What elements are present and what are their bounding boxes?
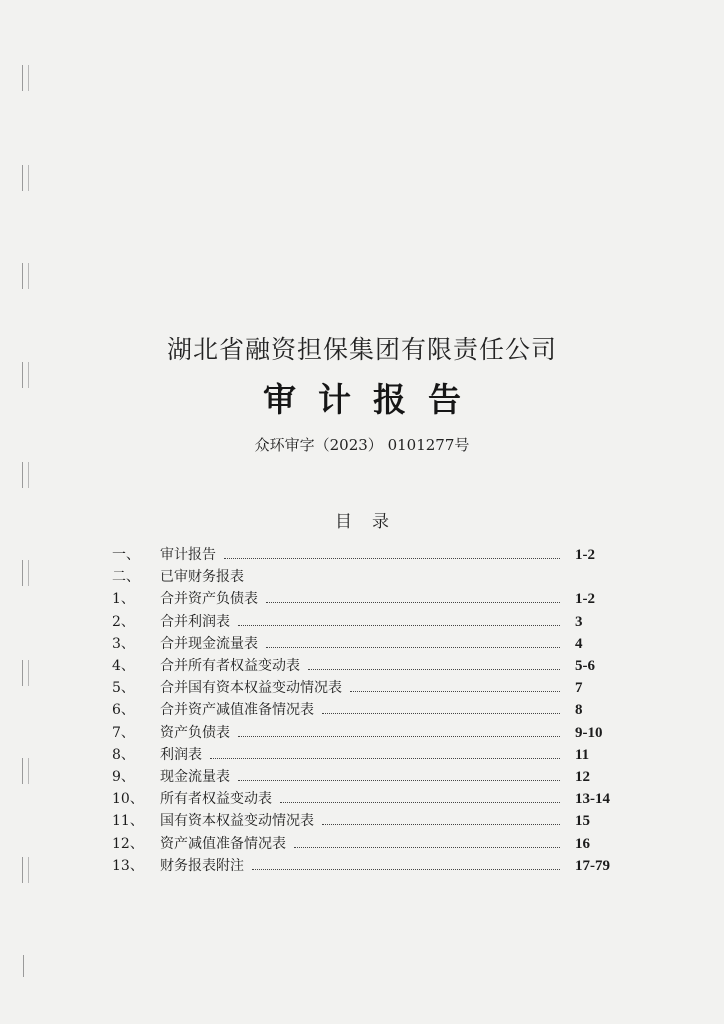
toc-item: [0, 634, 724, 654]
toc-item: [0, 745, 724, 765]
toc-item-entry: [160, 834, 560, 854]
company-name: 湖北省融资担保集团有限责任公司: [166, 335, 557, 364]
toc-item-title: 合并资产负债表: [160, 591, 258, 608]
toc-item-title: 合并资产减值准备情况表: [160, 702, 314, 719]
toc-item-title: 财务报表附注: [160, 857, 244, 874]
toc-item-number: 二、: [112, 569, 140, 586]
toc-item: [0, 567, 724, 587]
toc-item-title: 利润表: [160, 746, 202, 763]
toc-item-page: 16: [575, 835, 590, 852]
toc-item-number: 10、: [112, 791, 144, 808]
toc-item-entry: [160, 700, 560, 720]
toc-item-title: 现金流量表: [160, 769, 230, 785]
toc-item-entry: [160, 789, 560, 809]
toc-item-title: 合并国有资本权益变动情况表: [160, 680, 342, 697]
toc-item-number: 6、: [112, 702, 135, 719]
toc-item-page: 7: [575, 680, 583, 697]
toc-item-page: 4: [575, 635, 583, 652]
toc-item-number: 4、: [112, 658, 135, 674]
toc-item-page: 9-10: [575, 724, 603, 741]
toc-item-number: 9、: [112, 769, 135, 785]
toc-item-page: 13-14: [575, 791, 610, 808]
toc-item-number: 11、: [112, 813, 144, 830]
toc-leader-dots: [238, 779, 560, 781]
toc-item-number: 3、: [112, 635, 135, 652]
toc-leader-dots: [238, 624, 560, 626]
toc-item-title: 已审财务报表: [160, 569, 244, 586]
toc-item-title: 资产减值准备情况表: [160, 835, 286, 852]
toc-leader-dots: [210, 757, 560, 759]
toc-item-title: 资产负债表: [160, 724, 230, 741]
toc-item-number: 12、: [112, 835, 144, 852]
toc-leader-dots: [238, 735, 560, 737]
toc-item: [0, 856, 724, 876]
toc-heading: 目录: [335, 512, 409, 532]
toc-item: [0, 767, 724, 787]
toc-item-title: 所有者权益变动表: [160, 791, 272, 808]
toc-item: [0, 612, 724, 632]
toc-item-page: 12: [575, 769, 590, 785]
toc-item-title: 合并所有者权益变动表: [160, 658, 300, 674]
toc-item-page: 17-79: [575, 857, 610, 874]
toc-item-entry: [160, 634, 560, 654]
toc-leader-dots: [308, 668, 560, 670]
report-number: 众环审字（2023） 0101277号: [254, 436, 470, 454]
toc-item-page: 11: [575, 746, 590, 763]
toc-leader-dots: [350, 690, 560, 692]
toc-item-entry: [160, 656, 560, 676]
toc-leader-dots: [280, 801, 560, 803]
toc-item: [0, 834, 724, 854]
toc-item-entry: [160, 589, 560, 609]
toc-leader-dots: [322, 712, 560, 714]
toc-item-title: 国有资本权益变动情况表: [160, 813, 314, 830]
toc-leader-dots: [294, 846, 560, 848]
toc-item-page: 3: [575, 613, 583, 630]
toc-leader-dots: [252, 868, 560, 870]
toc-item-title: 合并现金流量表: [160, 635, 258, 652]
toc-item-page: 1-2: [575, 591, 595, 608]
toc-item-number: 2、: [112, 613, 135, 630]
binding-mark: [22, 165, 29, 191]
toc-item: [0, 723, 724, 743]
toc-item-number: 8、: [112, 746, 135, 763]
toc-item: [0, 678, 724, 698]
binding-mark: [22, 65, 29, 91]
toc-item-number: 13、: [112, 857, 144, 874]
report-title: 审计报告: [263, 380, 483, 419]
toc-item-number: 一、: [112, 547, 140, 563]
toc-item: [0, 789, 724, 809]
toc-item-entry: [160, 723, 560, 743]
toc-leader-dots: [266, 646, 560, 648]
binding-mark: [22, 462, 29, 488]
toc-leader-dots: [224, 557, 560, 559]
toc-item-entry: [160, 678, 560, 698]
toc-item-page: 1-2: [575, 547, 595, 563]
toc-item: [0, 700, 724, 720]
toc-item: [0, 589, 724, 609]
binding-mark: [22, 263, 29, 289]
toc-item-title: 审计报告: [160, 547, 216, 563]
toc-item-entry: [160, 545, 560, 565]
toc-item: [0, 545, 724, 565]
toc-item-entry: [160, 745, 560, 765]
toc-leader-dots: [322, 823, 560, 825]
toc-item-entry: [160, 856, 560, 876]
toc-item-page: 5-6: [575, 658, 595, 674]
toc-item: [0, 656, 724, 676]
toc-item-title: 合并利润表: [160, 613, 230, 630]
toc-item-number: 1、: [112, 591, 135, 608]
toc-item-entry: [160, 811, 560, 831]
toc-item-entry: [160, 567, 560, 587]
toc-item-page: 15: [575, 813, 590, 830]
toc-item-number: 5、: [112, 680, 135, 697]
binding-mark: [23, 955, 25, 977]
toc-item-page: 8: [575, 702, 583, 719]
toc-item-number: 7、: [112, 724, 135, 741]
toc-item-entry: [160, 767, 560, 787]
toc-item: [0, 811, 724, 831]
toc-item-entry: [160, 612, 560, 632]
toc-leader-dots: [266, 601, 560, 603]
